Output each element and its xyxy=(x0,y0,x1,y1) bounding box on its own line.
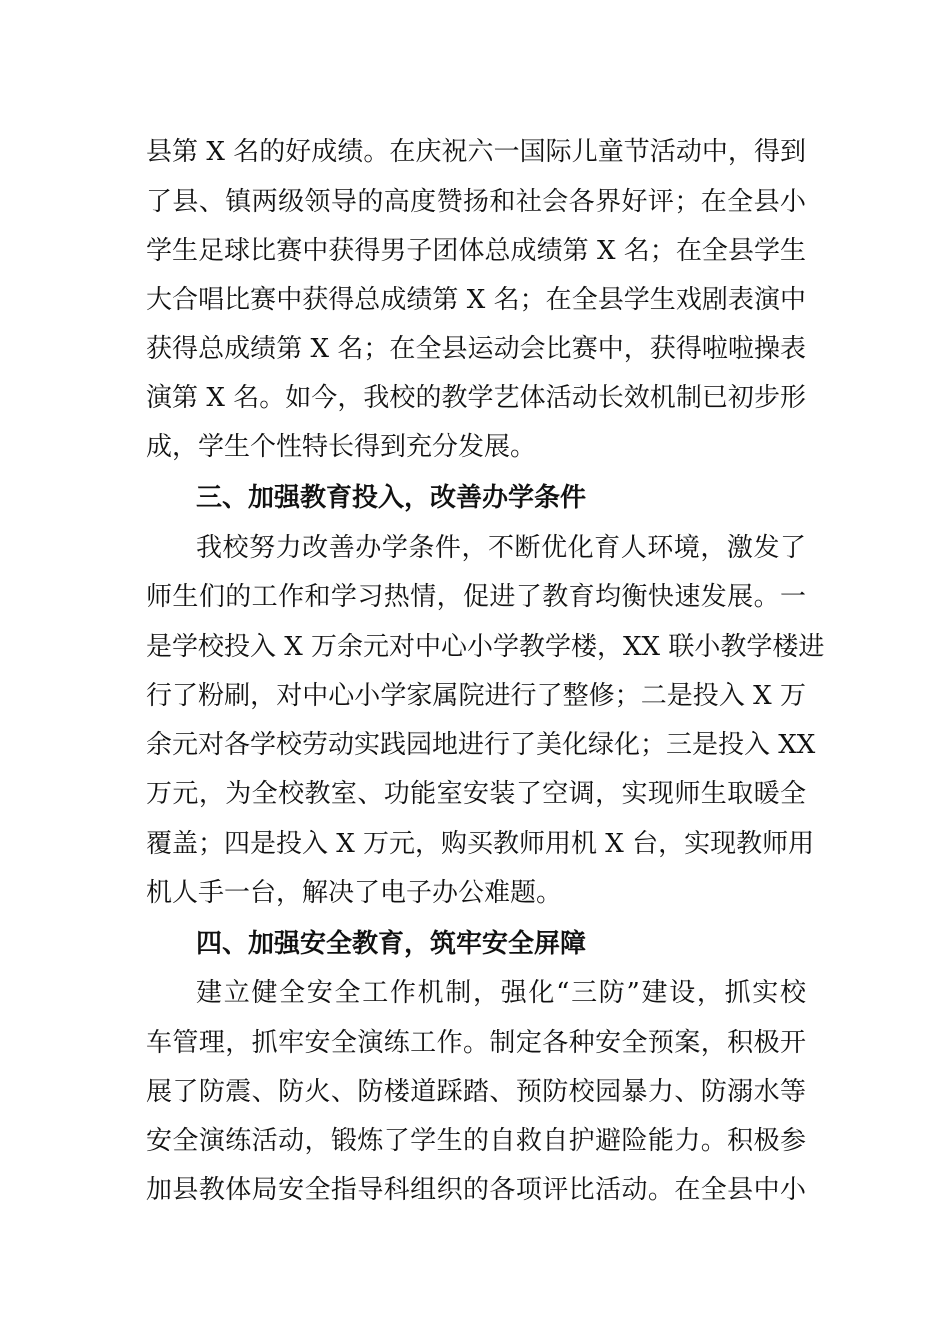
paragraph-line: 余元对各学校劳动实践园地进行了美化绿化；三是投入 XX xyxy=(146,730,816,760)
paragraph-line: 展了防震、防火、防楼道踩踏、预防校园暴力、防溺水等 xyxy=(146,1077,806,1107)
paragraph-line: 车管理，抓牢安全演练工作。制定各种安全预案，积极开 xyxy=(146,1028,806,1058)
paragraph-line: 建立健全安全工作机制，强化“三防”建设，抓实校 xyxy=(196,978,806,1008)
paragraph-line: 覆盖；四是投入 X 万元，购买教师用机 X 台，实现教师用 xyxy=(146,829,815,859)
paragraph-line: 学生足球比赛中获得男子团体总成绩第 X 名；在全县学生 xyxy=(146,236,806,266)
paragraph-line: 师生们的工作和学习热情，促进了教育均衡快速发展。一 xyxy=(146,582,806,612)
paragraph-line: 大合唱比赛中获得总成绩第 X 名；在全县学生戏剧表演中 xyxy=(146,285,806,315)
paragraph-line: 安全演练活动，锻炼了学生的自救自护避险能力。积极参 xyxy=(146,1126,806,1156)
section-heading-3: 三、加强教育投入，改善办学条件 xyxy=(196,483,587,513)
paragraph-line: 了县、镇两级领导的高度赞扬和社会各界好评；在全县小 xyxy=(146,187,806,217)
paragraph-line: 县第 X 名的好成绩。在庆祝六一国际儿童节活动中，得到 xyxy=(146,137,806,167)
paragraph-line: 万元，为全校教室、功能室安装了空调，实现师生取暖全 xyxy=(146,779,806,809)
paragraph-line: 演第 X 名。如今，我校的教学艺体活动长效机制已初步形 xyxy=(146,383,806,413)
section-heading-4: 四、加强安全教育，筑牢安全屏障 xyxy=(196,929,587,959)
paragraph-line: 加县教体局安全指导科组织的各项评比活动。在全县中小 xyxy=(146,1175,806,1205)
paragraph-line: 获得总成绩第 X 名；在全县运动会比赛中，获得啦啦操表 xyxy=(146,334,806,364)
paragraph-line: 我校努力改善办学条件，不断优化育人环境，激发了 xyxy=(196,533,806,563)
paragraph-line: 行了粉刷，对中心小学家属院进行了整修；二是投入 X 万 xyxy=(146,681,806,711)
paragraph-line: 是学校投入 X 万余元对中心小学教学楼，XX 联小教学楼进 xyxy=(146,632,825,662)
paragraph-line: 机人手一台，解决了电子办公难题。 xyxy=(146,878,563,908)
paragraph-line: 成，学生个性特长得到充分发展。 xyxy=(146,432,537,462)
